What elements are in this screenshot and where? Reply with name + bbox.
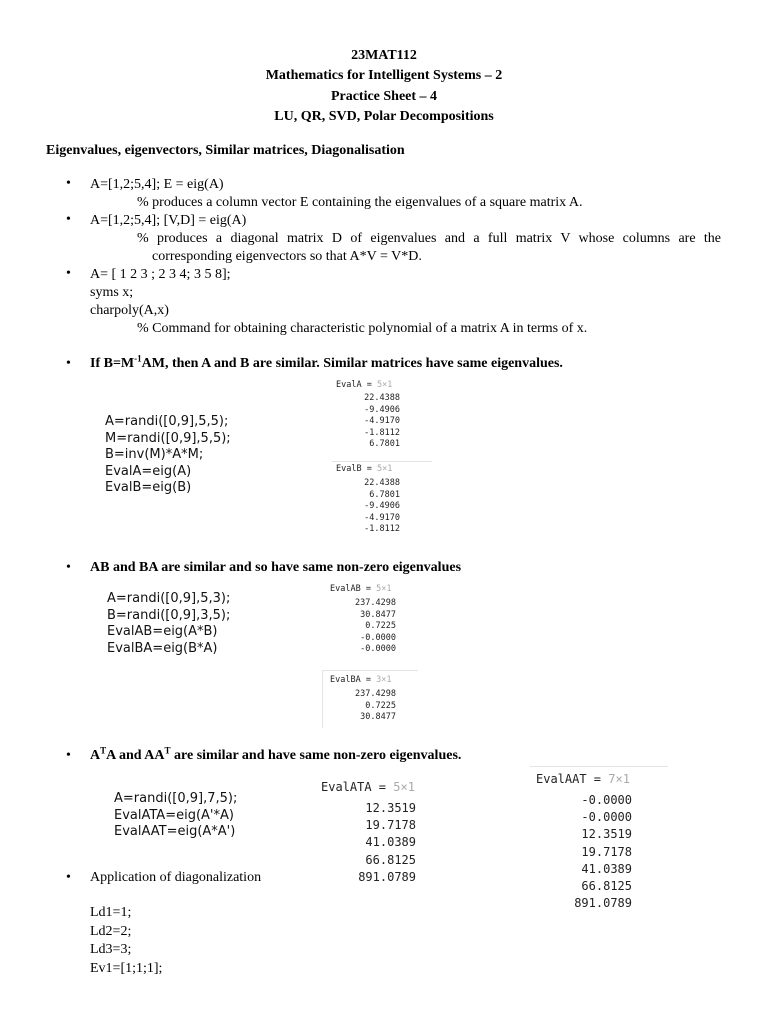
diag-title: Application of diagonalization — [90, 870, 262, 885]
evalb-values — [340, 478, 400, 536]
divider — [322, 670, 418, 671]
code-line: EvalB=eig(B) — [105, 480, 192, 495]
value: 237.4298 — [355, 689, 396, 699]
value: 19.7178 — [365, 818, 416, 833]
code-line: B=inv(M)*A*M; — [105, 447, 204, 462]
value: -1.8112 — [364, 427, 400, 438]
var-name: EvalAB — [330, 584, 361, 594]
diag-code-block — [90, 904, 162, 978]
bullet: • — [66, 266, 71, 281]
value: 41.0389 — [581, 861, 632, 876]
bullet: • — [66, 748, 71, 763]
abba-title: AB and BA are similar and so have same non-zero eigenvalues — [90, 560, 462, 575]
bullet: • — [66, 212, 71, 227]
value: -0.0000 — [360, 632, 396, 643]
similar-code-block — [105, 414, 231, 497]
var-name: EvalBA — [330, 675, 361, 685]
evalb-output: EvalB = 5×1 — [336, 464, 393, 474]
code-line: A=randi([0,9],7,5); — [114, 791, 238, 806]
value: -4.9170 — [364, 512, 400, 523]
value: 30.8477 — [360, 609, 396, 620]
value: 12.3519 — [365, 801, 416, 815]
value: 0.7225 — [365, 700, 396, 711]
divider — [332, 461, 432, 462]
doc-code: 23MAT112 — [351, 48, 417, 63]
doc-course: Mathematics for Intelligent Systems – 2 — [265, 68, 503, 83]
code-line: Ld2=2; — [90, 923, 132, 939]
doc-topic: LU, QR, SVD, Polar Decompositions — [274, 109, 494, 124]
value: 66.8125 — [365, 852, 416, 867]
value: -1.8112 — [364, 524, 400, 534]
value: 237.4298 — [355, 598, 396, 608]
divider — [322, 670, 323, 728]
code-line: B=randi([0,9],3,5); — [107, 607, 231, 623]
var-name: EvalAAT — [536, 772, 587, 786]
evalata-values — [340, 800, 416, 886]
value: 891.0789 — [358, 869, 416, 884]
doc-sheet: Practice Sheet – 4 — [330, 89, 438, 104]
item3-charpoly: charpoly(A,x) — [90, 303, 169, 318]
value: 0.7225 — [365, 621, 396, 631]
var-size: 7×1 — [608, 772, 630, 786]
evala-values — [340, 393, 400, 451]
bullet: • — [66, 870, 71, 885]
ata-code-block — [114, 791, 237, 841]
code-line: EvalBA=eig(B*A) — [107, 640, 218, 656]
divider — [530, 766, 668, 767]
value: 66.8125 — [581, 879, 632, 894]
code-line: A=randi([0,9],5,5); — [105, 414, 229, 429]
value: 22.4388 — [364, 478, 400, 488]
similar-title: If $B=M^{-1}AM$, then A and B are similar. Similar matrices have same eigenvalues. — [90, 353, 563, 371]
item2-note-line1: % produces a diagonal matrix D of eigenvalues and a full matrix V whose columns are the — [137, 231, 721, 246]
var-size: 3×1 — [376, 675, 392, 685]
evala-output: EvalA = 5×1 — [336, 380, 393, 390]
evalba-values — [340, 689, 396, 724]
evalaat-output: EvalAAT = 7×1 — [536, 772, 630, 786]
code-line: Ld3=3; — [90, 942, 132, 957]
evalba-output: EvalBA = 3×1 — [330, 675, 392, 685]
value: -9.4906 — [364, 501, 400, 511]
value: 22.4388 — [364, 393, 400, 403]
code-line: EvalATA=eig(A'*A) — [114, 807, 234, 823]
value: 891.0789 — [574, 896, 632, 911]
code-line: A=randi([0,9],5,3); — [107, 591, 231, 606]
item3-command: A= [ 1 2 3 ; 2 3 4; 3 5 8]; — [90, 267, 231, 282]
abba-code-block — [107, 591, 230, 657]
evalata-output: EvalATA = 5×1 — [321, 780, 415, 794]
code-line: EvalAB=eig(A*B) — [107, 624, 218, 639]
var-size: 5×1 — [376, 584, 392, 594]
var-size: 5×1 — [376, 380, 393, 390]
bullet: • — [66, 176, 71, 191]
value: -0.0000 — [360, 644, 396, 654]
code-line: EvalA=eig(A) — [105, 463, 192, 479]
code-line: EvalAAT=eig(A*A') — [114, 824, 236, 839]
section-title: Eigenvalues, eigenvectors, Similar matrices, Diagonalisation — [46, 143, 405, 158]
value: -0.0000 — [581, 810, 632, 825]
value: -9.4906 — [364, 404, 400, 415]
var-name: EvalA — [336, 380, 362, 390]
value: -4.9170 — [364, 416, 400, 426]
code-line: M=randi([0,9],5,5); — [105, 430, 231, 446]
code-line: Ld1=1; — [90, 905, 132, 920]
item3-note: % Command for obtaining characteristic polynomial of a matrix A in terms of x. — [137, 321, 588, 336]
evalaat-values — [556, 792, 632, 912]
bullet: • — [66, 560, 71, 575]
bullet: • — [66, 356, 71, 371]
value: -0.0000 — [581, 793, 632, 807]
value: 30.8477 — [360, 712, 396, 722]
var-size: 5×1 — [376, 464, 393, 474]
value: 41.0389 — [365, 835, 416, 850]
item1-command: A=[1,2;5,4]; E = eig(A) — [90, 177, 224, 192]
item3-syms: syms x; — [90, 285, 134, 300]
ata-title: $A^TA$ and $AA^T$ are similar and have same non-zero eigenvalues. — [90, 745, 462, 763]
item2-note-line2: corresponding eigenvectors so that A*V = V*D. — [152, 249, 422, 264]
var-name: EvalATA — [321, 780, 372, 794]
item1-note: % produces a column vector E containing the eigenvalues of a square matrix A. — [137, 195, 583, 210]
code-line: Ev1=[1;1;1]; — [90, 960, 163, 976]
var-name: EvalB — [336, 464, 362, 474]
value: 19.7178 — [581, 844, 632, 859]
evalab-values — [340, 598, 396, 656]
value: 12.3519 — [581, 827, 632, 842]
value: 6.7801 — [369, 489, 400, 500]
value: 6.7801 — [369, 439, 400, 449]
var-size: 5×1 — [393, 780, 415, 794]
item2-command: A=[1,2;5,4]; [V,D] = eig(A) — [90, 213, 247, 228]
evalab-output: EvalAB = 5×1 — [330, 584, 392, 594]
